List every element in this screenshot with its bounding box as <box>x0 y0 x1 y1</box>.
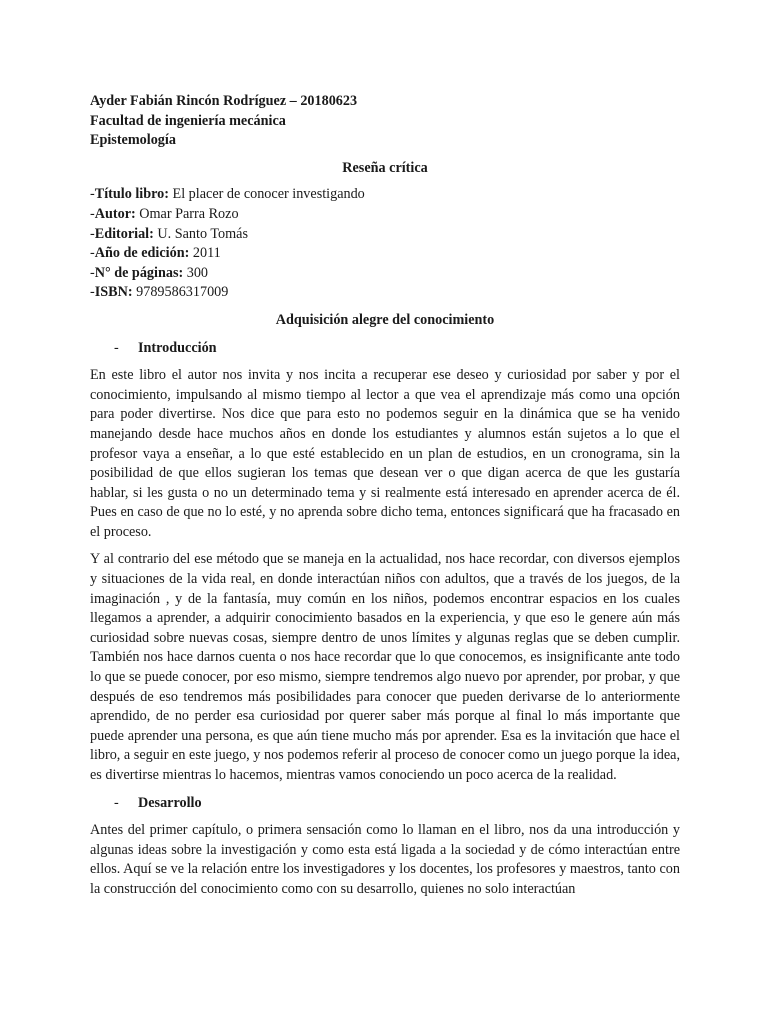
book-info-year: -Año de edición: 2011 <box>90 245 221 262</box>
course-line: Epistemología <box>90 132 176 149</box>
book-info-author: -Autor: Omar Parra Rozo <box>90 205 239 222</box>
book-info-publisher: -Editorial: U. Santo Tomás <box>90 225 248 242</box>
section-dash: - <box>114 794 119 811</box>
book-info-list <box>90 185 680 303</box>
paragraph: En este libro el autor nos invita y nos incita a recuperar ese deseo y curiosidad por saber y por el conocimiento, impulsando al mismo tiempo al lector a que vea el aprendizaje más como una opción para poder divertirse. Nos dice que para esto no podemos seguir en la dinámica que se ha venido manejando desde hace muchos años en donde los estudiantes y alumnos están sujetos a lo que el profesor vaya a enseñar, a lo que esté establecido en un plan de estudios, en un cronograma, sin la posibilidad de que ellos sugieran los temas que desean ver o que digan acerca de que les gustaría hablar, si les gusta o no un determinado tema y si realmente está interesado en aprender acerca de él. Pues en caso de que no lo esté, y no aprenda sobre dicho tema, entonces significará que ha fracasado en el proceso. <box>90 367 680 540</box>
author-line: Ayder Fabián Rincón Rodríguez – 20180623 <box>90 93 358 109</box>
section-title: Desarrollo <box>138 794 202 811</box>
section-heading-desarrollo <box>90 794 680 814</box>
section-heading-introduccion <box>90 339 680 359</box>
paragraph: Antes del primer capítulo, o primera sensación como lo llaman en el libro, nos da una introducción y algunas ideas sobre la investigación y como esta está ligada a la sociedad y de cómo interactúan entre ellos. Aquí se ve la relación entre los investigadores y los docentes, los profesores y maestros, tanto con la construcción del conocimiento como con su desarrollo, quienes no solo interactúan <box>90 822 680 897</box>
book-info-title: -Título libro: El placer de conocer investigando <box>90 186 365 203</box>
book-heading: Adquisición alegre del conocimiento <box>275 311 495 328</box>
review-title: Reseña crítica <box>342 159 428 176</box>
book-info-pages: -N° de páginas: 300 <box>90 264 209 281</box>
section-title: Introducción <box>138 339 217 356</box>
section-dash: - <box>114 339 119 356</box>
paragraph: Y al contrario del ese método que se maneja en la actualidad, nos hace recordar, con diversos ejemplos y situaciones de la vida real, en donde interactúan niños con adultos, que a través de los juegos, de la imaginación , y de la fantasía, muy común en los niños, podemos encontrar espacios en los cuales llegamos a aprender, a adquirir conocimiento basados en la experiencia, y que eso le genere aún más curiosidad sobre nuevas cosas, siempre dentro de unos límites y algunas reglas que se deben cumplir. También nos hace darnos cuenta o nos hace recordar que lo que conocemos, es insignificante ante todo lo que se puede conocer, por eso mismo, siempre tendremos algo nuevo por aprender, por probar, y que después de eso tendremos más posibilidades para conocer que pueden derivarse de lo anteriormente aprendido, de no perder esa curiosidad por querer saber más porque al final lo más importante que puede aprender una persona, es que aún tiene mucho más por aprender. Esa es la invitación que hace el libro, a seguir en este juego, y nos podemos referir al proceso de conocer como un juego porque la idea, es divertirse mientras lo hacemos, mientras vamos conociendo un poco acerca de la realidad. <box>90 551 680 783</box>
book-info-isbn: -ISBN: 9789586317009 <box>90 284 229 301</box>
faculty-line: Facultad de ingeniería mecánica <box>90 112 286 129</box>
